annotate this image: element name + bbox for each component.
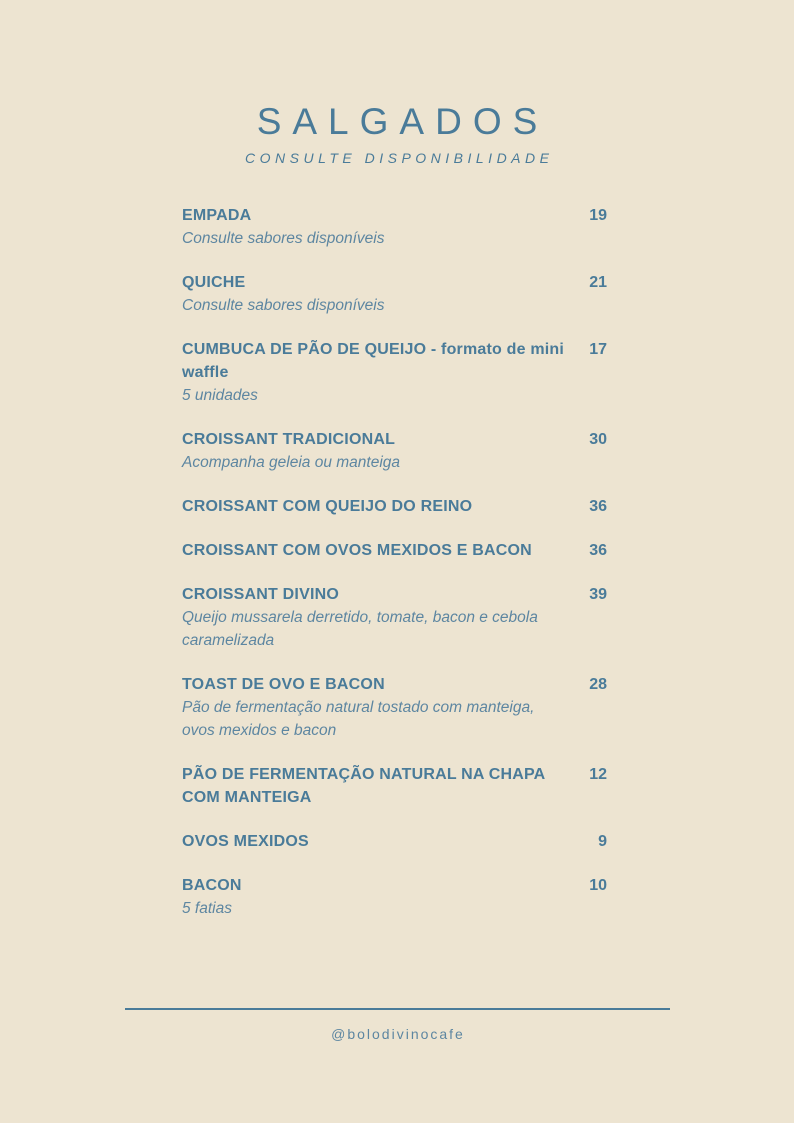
menu-item-row <box>182 763 607 809</box>
menu-item-row <box>182 673 607 696</box>
menu-subtitle: CONSULTE DISPONIBILIDADE <box>245 150 554 166</box>
menu-list <box>182 204 607 920</box>
item-price: 17 <box>589 341 607 358</box>
menu-item <box>182 763 607 809</box>
item-description: 5 unidades <box>182 387 258 404</box>
menu-item-row <box>182 830 607 853</box>
menu-item-row <box>182 271 607 294</box>
item-price: 10 <box>589 877 607 894</box>
menu-title: SALGADOS <box>256 101 549 142</box>
menu-item <box>182 428 607 474</box>
item-description: Acompanha geleia ou manteiga <box>182 454 401 471</box>
item-name: CROISSANT TRADICIONAL <box>182 431 396 448</box>
item-name: TOAST DE OVO E BACON <box>182 676 385 693</box>
item-description: Consulte sabores disponíveis <box>182 230 385 247</box>
menu-item <box>182 495 607 518</box>
menu-footer <box>0 1008 794 1042</box>
item-name: CUMBUCA DE PÃO DE QUEIJO - formato de mini waffle <box>182 341 565 381</box>
menu-item-row <box>182 495 607 518</box>
item-price: 39 <box>589 586 607 603</box>
item-description: Consulte sabores disponíveis <box>182 297 385 314</box>
item-name: CROISSANT COM QUEIJO DO REINO <box>182 498 473 515</box>
item-description: Queijo mussarela derretido, tomate, bacon e cebola caramelizada <box>182 609 538 649</box>
menu-item <box>182 338 607 407</box>
item-name: CROISSANT DIVINO <box>182 586 339 603</box>
item-price: 9 <box>598 833 607 850</box>
menu-item-row <box>182 583 607 606</box>
item-price: 28 <box>589 676 607 693</box>
instagram-handle: @bolodivinocafe <box>331 1026 465 1042</box>
menu-item-row <box>182 204 607 227</box>
item-name: QUICHE <box>182 274 246 291</box>
menu-item-row <box>182 338 607 384</box>
item-price: 30 <box>589 431 607 448</box>
item-price: 36 <box>589 542 607 559</box>
item-description: Pão de fermentação natural tostado com manteiga, ovos mexidos e bacon <box>182 699 535 739</box>
menu-header <box>0 0 794 168</box>
item-name: CROISSANT COM OVOS MEXIDOS E BACON <box>182 542 532 559</box>
item-name: PÃO DE FERMENTAÇÃO NATURAL NA CHAPA COM MANTEIGA <box>182 766 545 806</box>
menu-item <box>182 673 607 742</box>
item-price: 12 <box>589 766 607 783</box>
menu-item-row <box>182 874 607 897</box>
menu-item <box>182 539 607 562</box>
item-price: 19 <box>589 207 607 224</box>
item-name: BACON <box>182 877 242 894</box>
item-name: EMPADA <box>182 207 252 224</box>
menu-item <box>182 204 607 250</box>
menu-item <box>182 271 607 317</box>
item-price: 21 <box>589 274 607 291</box>
menu-item <box>182 874 607 920</box>
item-name: OVOS MEXIDOS <box>182 833 309 850</box>
footer-divider <box>125 1008 670 1010</box>
menu-item-row <box>182 428 607 451</box>
item-price: 36 <box>589 498 607 515</box>
menu-item-row <box>182 539 607 562</box>
menu-item <box>182 830 607 853</box>
item-description: 5 fatias <box>182 900 232 917</box>
menu-item <box>182 583 607 652</box>
